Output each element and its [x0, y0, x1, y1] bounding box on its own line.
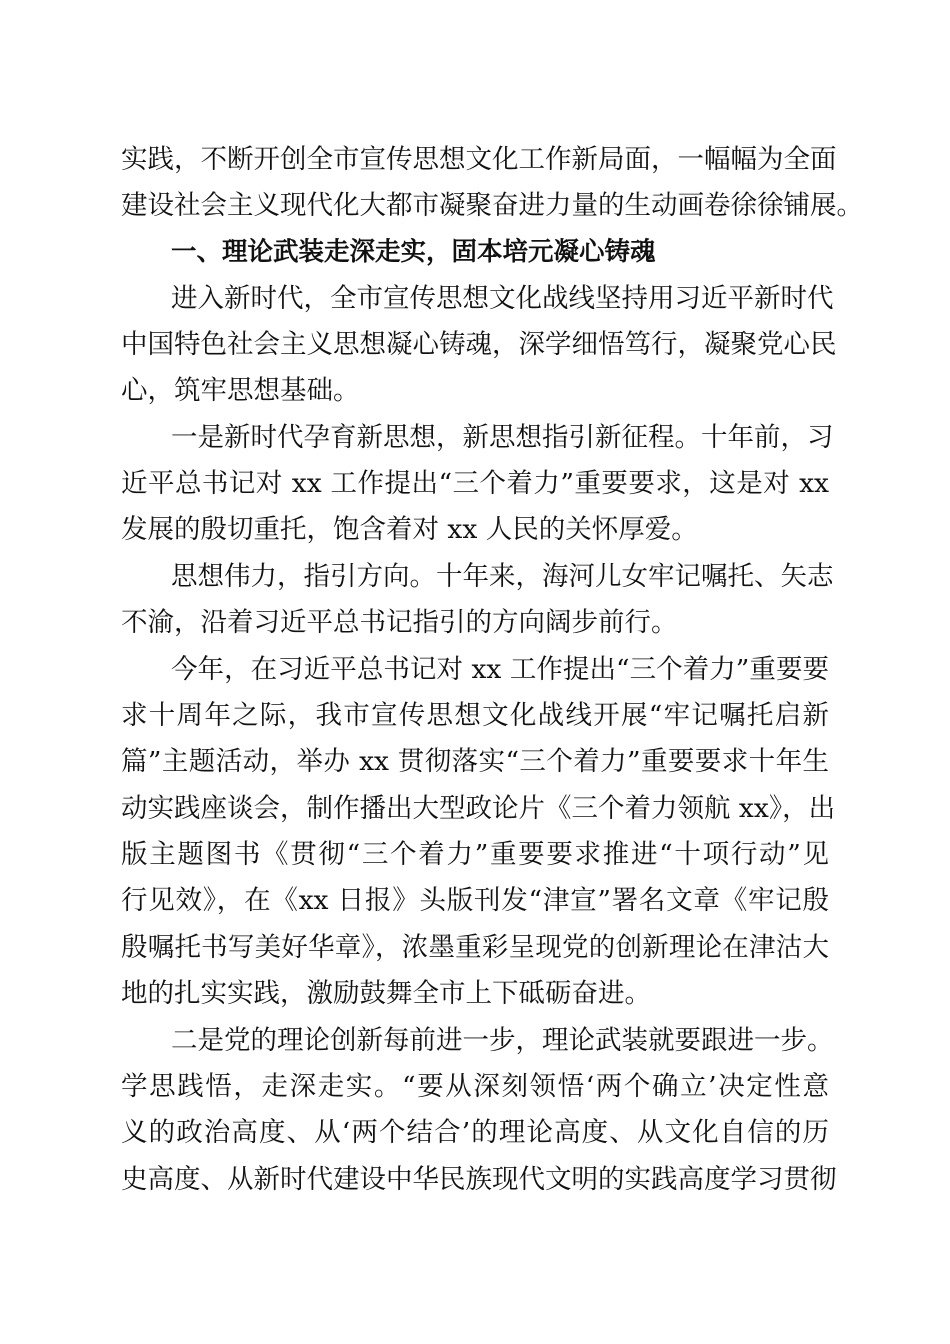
- paragraph-line: 实践，不断开创全市宣传思想文化工作新局面，一幅幅为全面: [121, 144, 837, 175]
- section-heading: 一、理论武装走深走实，固本培元凝心铸魂: [171, 237, 656, 267]
- paragraph-line: 史高度、从新时代建设中华民族现代文明的实践高度学习贯彻: [121, 1164, 837, 1195]
- paragraph-line: 中国特色社会主义思想凝心铸魂，深学细悟笃行，凝聚党心民: [121, 329, 837, 360]
- paragraph-line: 心，筑牢思想基础。: [121, 375, 360, 406]
- paragraph-line: 建设社会主义现代化大都市凝聚奋进力量的生动画卷徐徐铺展。: [121, 190, 863, 221]
- paragraph-line: 动实践座谈会，制作播出大型政论片《三个着力领航 xx》，出: [121, 793, 836, 824]
- paragraph-line: 殷嘱托书写美好华章》，浓墨重彩呈现党的创新理论在津沽大: [121, 932, 829, 963]
- paragraph-line: 二是党的理论创新每前进一步，理论武装就要跟进一步。: [171, 1025, 834, 1056]
- paragraph-line: 发展的殷切重托，饱含着对 xx 人民的关怀厚爱。: [121, 514, 698, 545]
- paragraph-line: 一是新时代孕育新思想，新思想指引新征程。十年前，习: [171, 422, 834, 453]
- paragraph-line: 学思践悟，走深走实。“要从深刻领悟‘两个确立’决定性意: [121, 1071, 829, 1102]
- paragraph-line: 义的政治高度、从‘两个结合’的理论高度、从文化自信的历: [121, 1117, 829, 1148]
- paragraph-line: 近平总书记对 xx 工作提出“三个着力”重要要求，这是对 xx: [121, 468, 829, 499]
- paragraph-line: 地的扎实实践，激励鼓舞全市上下砥砺奋进。: [121, 978, 651, 1009]
- paragraph-line: 求十周年之际，我市宣传思想文化战线开展“牢记嘱托启新: [121, 700, 829, 731]
- paragraph-line: 行见效》，在《xx 日报》头版刊发“津宣”署名文章《牢记殷: [121, 885, 829, 916]
- paragraph-line: 思想伟力，指引方向。十年来，海河儿女牢记嘱托、矢志: [171, 561, 834, 592]
- paragraph-line: 篇”主题活动，举办 xx 贯彻落实“三个着力”重要要求十年生: [121, 746, 829, 777]
- paragraph-line: 今年，在习近平总书记对 xx 工作提出“三个着力”重要要: [171, 654, 829, 685]
- paragraph-line: 版主题图书《贯彻“三个着力”重要要求推进“十项行动”见: [121, 839, 829, 870]
- paragraph-line: 不渝，沿着习近平总书记指引的方向阔步前行。: [121, 607, 678, 638]
- paragraph-line: 进入新时代，全市宣传思想文化战线坚持用习近平新时代: [171, 283, 834, 314]
